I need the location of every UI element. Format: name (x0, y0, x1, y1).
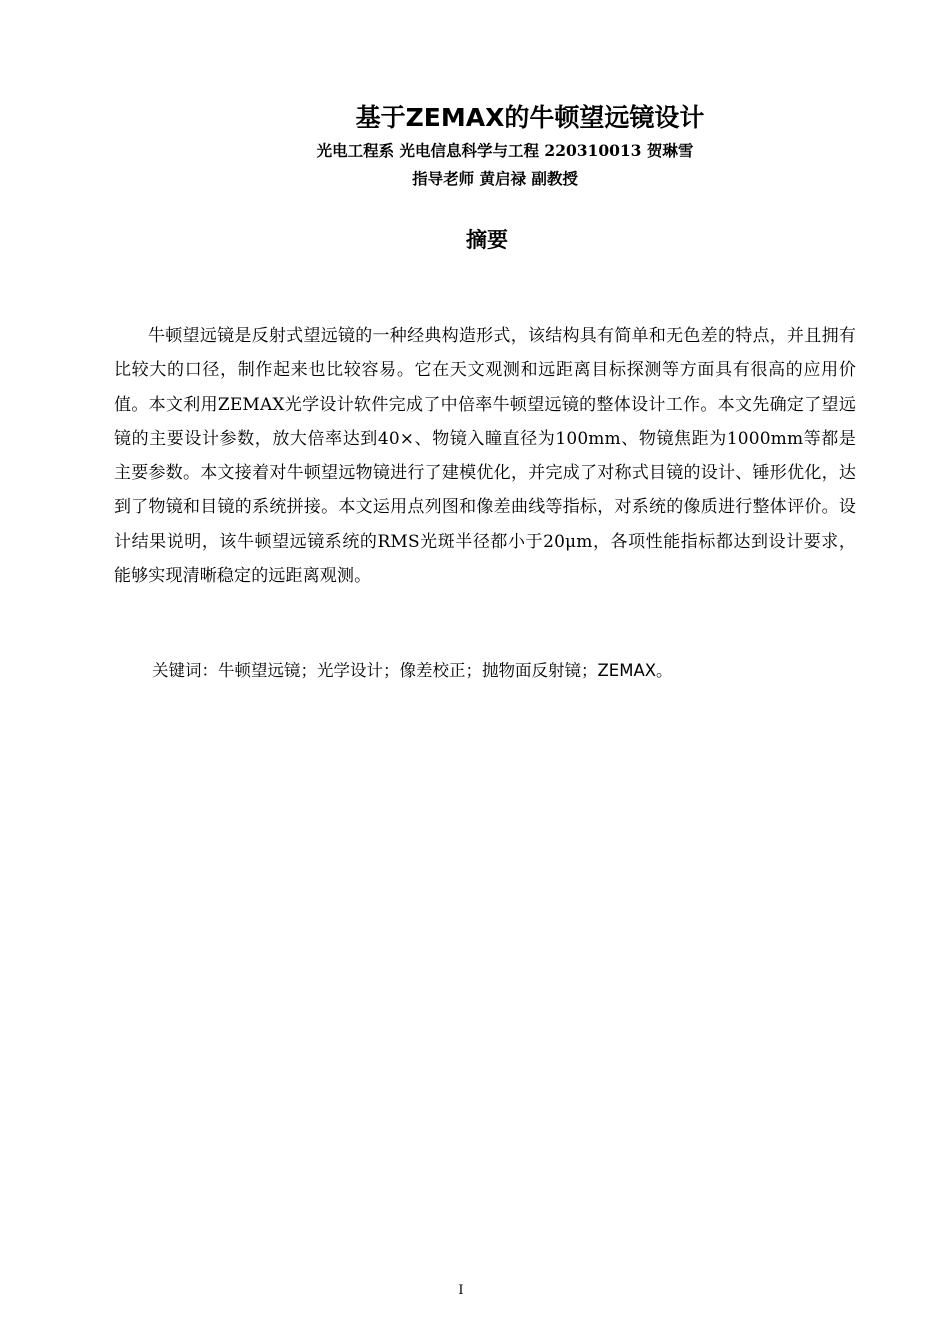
author-line: 光电工程系 光电信息科学与工程 220310013 贺琳雪 (316, 141, 694, 160)
keywords-line (152, 656, 856, 686)
keywords-text: 牛顿望远镜；光学设计；像差校正；抛物面反射镜；ZEMAX。 (218, 661, 673, 680)
paper-title: 基于ZEMAX的牛顿望远镜设计 (355, 103, 705, 132)
abstract-heading: 摘要 (466, 228, 508, 252)
abstract-body: 牛顿望远镜是反射式望远镜的一种经典构造形式，该结构具有简单和无色差的特点，并且拥有比较大的口径，制作起来也比较容易。它在天文观测和远距离目标探测等方面具有很高的应用价值。本文利用ZEMAX光学设计软件完成了中倍率牛顿望远镜的整体设计工作。本文先确定了望远镜的主要设计参数，放大倍率达到40×、物镜入瞳直径为100mm、物镜焦距为1000mm等都是主要参数。本文接着对牛顿望远物镜进行了建模优化，并完成了对称式目镜的设计、锤形优化，达到了物镜和目镜的系统拼接。本文运用点列图和像差曲线等指标，对系统的像质进行整体评价。设计结果说明，该牛顿望远镜系统的RMS光斑半径都小于20μm，各项性能指标都达到设计要求，能够实现清晰稳定的远距离观测。 (114, 326, 856, 587)
keywords-label: 关键词： (152, 661, 218, 680)
page-number: I (458, 1283, 464, 1298)
advisor-line: 指导老师 黄启禄 副教授 (412, 169, 578, 188)
